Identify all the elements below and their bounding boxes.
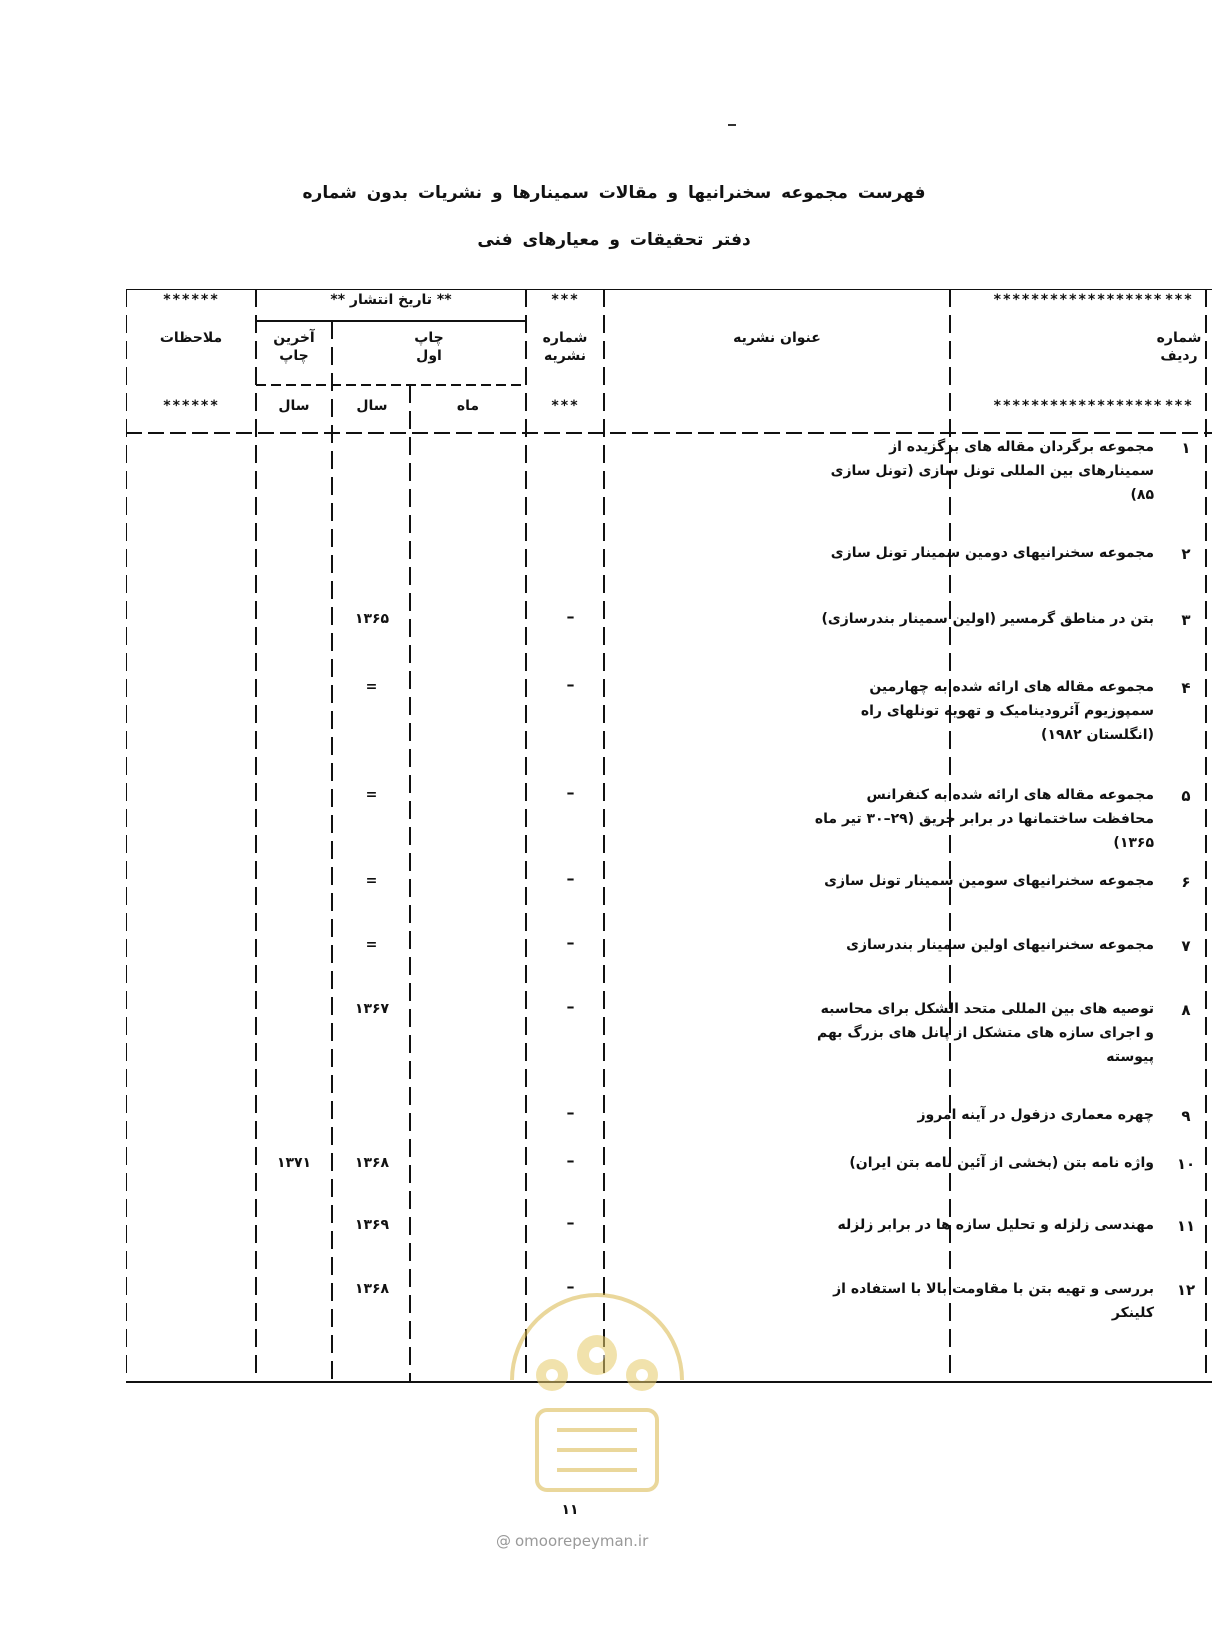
- row-pub-number: –: [566, 1213, 575, 1232]
- at-icon: @: [496, 1532, 511, 1550]
- row-pub-number: –: [566, 1151, 575, 1170]
- row-pub-number: –: [566, 869, 575, 888]
- document-subtitle: دفتر تحقیقات و معیارهای فنی: [477, 230, 751, 250]
- header-stars-row-num-2: ***: [1164, 398, 1194, 414]
- header-stars-notes-2: ******: [162, 398, 220, 414]
- row-title: چهره معماری دزفول در آینه امروز: [917, 1107, 1154, 1123]
- row-title: مجموعه مقاله های ارائه شده به کنفرانس محافظت ساختمانها در برابر حریق (۲۹–۳۰ تیر ماه ۱۳۶۵): [814, 787, 1154, 851]
- row-year-first: ۱۳۶۷: [354, 1001, 390, 1017]
- website-text: omoorepeyman.ir: [515, 1532, 649, 1550]
- row-title: مهندسی زلزله و تحلیل سازه ها در برابر زلزله: [837, 1217, 1154, 1233]
- row-year-first: =: [365, 679, 379, 695]
- row-number: ۹: [1181, 1107, 1191, 1125]
- row-year-first: ۱۳۶۸: [354, 1155, 390, 1171]
- watermark-logo-icon: [492, 1260, 702, 1500]
- header-pub-number: شماره نشریه: [542, 330, 588, 364]
- header-row-number: شماره ردیف: [1156, 330, 1202, 364]
- row-title: مجموعه سخنرانیهای دومین سمینار تونل سازی: [830, 545, 1154, 561]
- header-stars-title-2: ******************: [993, 398, 1163, 414]
- row-year-first: ۱۳۶۸: [354, 1281, 390, 1297]
- row-title: توصیه های بین المللی متحد الشکل برای محاسبه و اجرای سازه های متشکل از پانل های بزرگ بهم پیوسته: [817, 1001, 1154, 1065]
- row-number: ۳: [1181, 611, 1191, 629]
- row-number: ۱۲: [1176, 1281, 1196, 1299]
- row-title: مجموعه سخنرانیهای سومین سمینار تونل سازی: [824, 873, 1154, 889]
- header-first-print: چاپ اول: [414, 330, 444, 364]
- stray-mark: [728, 124, 736, 126]
- row-title: بررسی و تهیه بتن با مقاومت بالا با استفاده از کلینکر: [833, 1281, 1154, 1321]
- row-year-first: =: [365, 937, 379, 953]
- header-stars-row-num: ***: [1164, 292, 1194, 308]
- header-stars-title: ******************: [993, 292, 1163, 308]
- header-stars-notes: ******: [162, 292, 220, 308]
- row-pub-number: –: [566, 997, 575, 1016]
- row-year-first: ۱۳۶۵: [354, 611, 390, 627]
- row-number: ۷: [1181, 937, 1191, 955]
- header-notes: ملاحظات: [159, 330, 223, 346]
- row-pub-number: –: [566, 675, 575, 694]
- row-number: ۱۰: [1176, 1155, 1196, 1173]
- row-number: ۵: [1181, 787, 1191, 805]
- row-year-first: =: [365, 873, 379, 889]
- row-pub-number: –: [566, 1103, 575, 1122]
- page-number: ۱۱: [561, 1502, 579, 1518]
- row-number: ۱: [1181, 439, 1191, 457]
- website-label: [496, 1532, 648, 1550]
- row-title: بتن در مناطق گرمسیر (اولین سمینار بندرسازی): [821, 611, 1154, 627]
- row-number: ۸: [1181, 1001, 1191, 1019]
- row-pub-number: –: [566, 607, 575, 626]
- row-number: ۴: [1181, 679, 1191, 697]
- header-last-print: آخرین چاپ: [273, 330, 315, 364]
- row-number: ۶: [1181, 873, 1191, 891]
- header-year-first: سال: [356, 398, 388, 414]
- row-pub-number: –: [566, 1277, 575, 1296]
- row-number: ۱۱: [1176, 1217, 1196, 1235]
- header-year-last: سال: [278, 398, 310, 414]
- header-publication-date: ** تاریخ انتشار **: [330, 292, 452, 308]
- row-pub-number: –: [566, 783, 575, 802]
- row-year-first: ۱۳۶۹: [354, 1217, 390, 1233]
- row-pub-number: –: [566, 933, 575, 952]
- header-month: ماه: [456, 398, 480, 414]
- row-title: واژه نامه بتن (بخشی از آئین نامه بتن ایران): [849, 1155, 1154, 1171]
- row-number: ۲: [1181, 545, 1191, 563]
- header-stars-pub-num: ***: [550, 292, 580, 308]
- header-stars-pub-num-2: ***: [550, 398, 580, 414]
- document-title: فهرست مجموعه سخنرانیها و مقالات سمینارها و نشریات بدون شماره: [302, 183, 926, 203]
- row-year-first: =: [365, 787, 379, 803]
- row-year-last: ۱۳۷۱: [276, 1155, 312, 1171]
- row-title: مجموعه مقاله های ارائه شده به چهارمین سمپوزیوم آئرودینامیک و تهویه تونلهای راه (انگلستان ۱۹۸۲): [860, 679, 1154, 743]
- row-title: مجموعه برگردان مقاله های برگزیده از سمینارهای بین المللی تونل سازی (تونل سازی ۸۵): [830, 439, 1154, 503]
- row-title: مجموعه سخنرانیهای اولین سمینار بندرسازی: [846, 937, 1154, 953]
- header-title: عنوان نشریه: [733, 330, 821, 346]
